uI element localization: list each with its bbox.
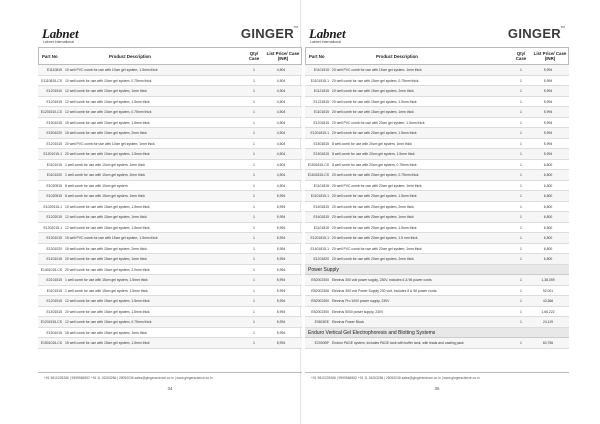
part-number: E1401815-1 [310,246,329,251]
quantity: 1 [253,131,255,135]
list-price: 5,994 [276,236,286,240]
labnet-tagline: Labnet International [310,40,341,44]
table-row [38,97,302,108]
list-price: 6,800 [543,246,553,251]
list-price: 4,504 [276,89,286,93]
section-header [305,265,569,276]
list-price: 4,504 [276,162,286,167]
quantity: 1 [253,183,255,188]
part-number: E1401515 [46,309,62,314]
list-price: 6,800 [543,257,553,261]
quantity: 1 [520,120,522,125]
quantity: 1 [253,299,255,303]
product-description: 20 well comb for use with 20cm gel system, 1.5mm thick [332,131,417,135]
table-row [305,254,569,265]
table-row [38,191,302,202]
quantity: 1 [253,309,255,314]
table-row [305,97,569,108]
table-row [305,128,569,139]
quantity: 1 [253,194,255,198]
product-description: 20 well comb for use with 20cm gel system, 0.75mm thick [332,173,419,177]
left-table-body [38,65,302,349]
part-number: E1501020 [46,131,62,135]
list-price: 5,994 [543,152,553,156]
product-description: 12 well comb for use with 15cm gel system, 0.75mm thick [65,320,152,324]
quantity: 1 [253,246,255,251]
product-description: 20 well comb for use with 15cm gel system, 1mm thick [65,257,147,261]
list-price: 1,38,059 [541,278,555,282]
page-footer [38,372,302,381]
part-number: E1110815-CS [41,78,62,83]
table-row [38,254,302,265]
list-price: 5,994 [276,204,286,209]
list-price: 5,994 [276,225,286,230]
quantity: 1 [253,68,255,72]
table-row [38,149,302,160]
list-price: 43,366 [542,299,554,303]
product-description: 20 well comb for use with 20cm gel system, 1.5mm thick [332,194,417,198]
quantity: 1 [520,173,522,177]
product-description: 10 well comb for use with 10cm gel system, 0.75mm thick [65,78,152,83]
table-row [305,317,569,328]
quantity: 1 [253,89,255,93]
list-price: 4,504 [276,183,286,188]
part-number: E1201515-CS [40,320,62,324]
part-number: E2000BP [314,341,329,345]
list-price: 6,800 [543,204,553,209]
product-description: 15 well comb for use with 10cm gel system, 2mm thick [65,131,147,135]
table-row [38,202,302,213]
product-description: 8 well comb for use with 20cm gel system, 0.75mm thick [332,162,417,167]
part-number: E2101515 [46,278,62,282]
part-number: E1401015 [46,257,62,261]
list-price: 6,800 [543,236,553,240]
list-price: 5,994 [276,288,286,293]
table-row [305,244,569,255]
right-table-body [305,65,569,349]
list-price: 4,504 [276,99,286,104]
part-number: E1201815 [313,120,329,125]
list-price: 60,756 [542,341,554,345]
product-description: 1 well comb for use with 15cm gel system, 1.5mm thick [65,288,148,293]
list-price: 24,119 [542,320,554,324]
part-number: E1121815 [313,89,329,93]
page-footer [305,372,569,381]
quantity: 1 [253,110,255,114]
part-number: E0824EE [314,320,329,324]
product-description: 20 well comb for use with 15cm gel system, 1mm thick [332,110,414,114]
ginger-logo: GINGER [240,26,294,41]
product-description: 20 well comb for use with 20cm gel system, 2mm thick [332,257,414,261]
ginger-logo: GINGER [507,26,561,41]
quantity: 1 [520,215,522,219]
part-number: E1501815-CS [307,162,329,167]
page-header [305,18,569,44]
table-row [38,212,302,223]
list-price: 5,994 [276,257,286,261]
product-description: 12 well comb for use with 15cm gel system, 1.5mm thick [65,299,150,303]
quantity: 1 [520,194,522,198]
quantity: 1 [253,78,255,83]
product-description: 15 well comb for use with 10cm gel system, 1.5mm thick [65,120,150,125]
product-description: Electrus 300 volt power supply, 230V, includes 6 & 96 power cords [332,278,432,282]
col-qty: Qty/ Case [515,51,527,61]
quantity: 1 [253,99,255,104]
contact-line: +91 9810228286 | 9599566552 +91 11 26263286 | 28052036 sales@gingerscience.co.in | www.gingerscience.co.in [311,376,480,380]
part-number: E1201015 [46,141,62,146]
col-price: List Price/ Case (INR) [266,51,300,61]
table-row [38,160,302,171]
section-title: Power Supply [308,267,339,273]
table-row [305,107,569,118]
part-number: E1501015 [46,330,62,335]
part-number: E1020515 [46,194,62,198]
part-number: E1501015-CS [40,341,62,345]
list-price: 4,504 [276,152,286,156]
table-row [38,223,302,234]
labnet-logo: Labnet [309,26,346,41]
table-row [305,202,569,213]
product-description: 20 well PVC comb for use with 20cm gel system, 1mm thick [332,183,422,188]
list-price: 5,994 [543,110,553,114]
part-number: E1301015 [46,236,62,240]
table-row [38,128,302,139]
list-price: 6,800 [543,194,553,198]
quantity: 1 [520,89,522,93]
table-row [38,76,302,87]
product-description: 20 well comb for use with 20cm gel system, 1.5mm thick [332,225,417,230]
quantity: 1 [253,225,255,230]
quantity: 1 [253,236,255,240]
table-row [305,233,569,244]
table-row [38,233,302,244]
quantity: 1 [520,278,522,282]
product-description: 20 well comb for use with 15cm gel system, 1.5mm thick [65,309,150,314]
part-number: E1101815-1 [310,194,329,198]
quantity: 1 [253,152,255,156]
product-description: 12 well comb for use with 15cm gel system, 1.5mm thick [65,225,150,230]
table-row [305,338,569,349]
quantity: 1 [520,152,522,156]
list-price: 6,800 [543,173,553,177]
list-price: 5,994 [276,278,286,282]
table-row [305,118,569,129]
quantity: 1 [253,320,255,324]
quantity: 1 [253,278,255,282]
quantity: 1 [253,173,255,177]
product-description: 20 well comb for use with 15cm gel system, 2mm thick [332,89,414,93]
contact-line: +91 9810228286 | 9599566552 +91 11 26263286 | 28052036 sales@gingerscience.co.in | www.gingerscience.co.in [44,376,213,380]
list-price: 5,994 [276,194,286,198]
product-description: 12 well comb for use with 10cm gel system, 1mm thick [65,89,147,93]
list-price: 5,994 [276,267,286,272]
quantity: 1 [253,204,255,209]
table-row [305,223,569,234]
quantity: 1 [253,288,255,293]
col-qty: Qty/ Case [248,51,260,61]
product-description: 8 well comb for use with 15cm gel system, 1mm thick [65,194,145,198]
part-number: EB2002300 [311,309,329,314]
table-row [305,212,569,223]
part-number: E1601815 [313,215,329,219]
list-price: 5,994 [543,78,553,83]
list-price: 6,800 [543,162,553,167]
col-part-no: Part No [42,54,58,59]
table-header [305,47,569,65]
part-number: E1201510-CS [40,110,62,114]
product-description: Electrus Power Block [332,320,365,324]
product-description: 20 well PVC comb for use with 10cm gel system, 1mm thick [65,141,155,146]
col-part-no: Part No [309,54,325,59]
quantity: 1 [253,341,255,345]
left-page [38,18,302,390]
trademark-mark: TM [293,25,298,29]
quantity: 1 [520,309,522,314]
part-number: E1202015-1 [43,225,62,230]
col-description: Product Description [376,54,418,59]
quantity: 1 [520,204,522,209]
table-row [305,160,569,171]
product-description: Electrus 5000 power supply, 230V [332,309,384,314]
table-row [38,317,302,328]
table-row [38,286,302,297]
part-number: EB2002300 [311,278,329,282]
part-number: E1501815 [313,141,329,146]
quantity: 1 [253,330,255,335]
col-description: Product Description [109,54,151,59]
list-price: 6,800 [543,215,553,219]
product-description: 20 well PVC comb for use with 20cm gel system, 1mm thick [332,246,422,251]
product-description: 15 well comb for use with 15cm gel system, 1mm thick [65,330,147,335]
product-description: 20 well comb for use with 20cm gel system, 1mm thick [332,215,414,219]
part-number: E1101815 [313,183,329,188]
labnet-tagline: Labnet International [43,40,74,44]
table-row [38,307,302,318]
part-number: E1501015 [46,120,62,125]
product-description: 10 well comb for use with 15cm gel system, 1.5mm thick [65,204,150,209]
part-number: E1110815 [47,68,62,72]
quantity: 1 [520,225,522,230]
part-number: E1501815 [313,152,329,156]
product-description: 8 well comb for use with 20cm gel system, 1.5mm thick [332,152,415,156]
list-price: 1,66,222 [541,309,555,314]
table-row [305,149,569,160]
table-row [38,86,302,97]
part-number: E1101020 [46,173,62,177]
part-number: E1101015 [46,162,62,167]
table-row [305,181,569,192]
part-number: E1202015 [46,215,62,219]
quantity: 1 [520,341,522,345]
table-row [305,191,569,202]
list-price: 5,994 [543,89,553,93]
part-number: E1201510 [46,89,62,93]
part-number: E1201815-1 [310,131,329,135]
list-price: 5,994 [543,131,553,135]
list-price: 5,994 [276,330,286,335]
table-row [305,76,569,87]
list-price: 4,504 [276,141,286,146]
col-price: List Price/ Case (INR) [533,51,567,61]
product-description: 12 well comb for use with 15cm gel system, 1mm thick [65,215,147,219]
table-row [305,275,569,286]
list-price: 4,504 [276,68,286,72]
table-row [38,170,302,181]
product-description: Electrus 300 volt Power Supply 230 volt, Includes 8 & 96 power cords [332,288,437,293]
quantity: 1 [253,141,255,146]
table-row [38,65,302,76]
page-header [38,18,302,44]
part-number: E1201515 [46,299,62,303]
labnet-logo: Labnet [42,26,79,41]
table-row [305,86,569,97]
product-description: 12 well comb for use with 10cm gel system, 0.75mm thick [65,110,152,114]
quantity: 1 [520,141,522,146]
table-row [305,296,569,307]
table-row [38,118,302,129]
page-number: 34 [167,386,173,391]
product-description: Electrus Pro 1000 power supply, 230V [332,299,390,303]
quantity: 1 [520,68,522,72]
list-price: 5,994 [276,309,286,314]
list-price: 5,994 [543,68,553,72]
part-number: E1201015-1 [43,152,62,156]
section-header [305,328,569,339]
product-description: Enduro PAGE system, includes PAGE tank with buffer tank, with leads and casting pack [332,341,464,345]
quantity: 1 [520,288,522,293]
part-number: E1201820 [313,257,329,261]
page-number: 35 [434,386,440,391]
part-number: EB2002300 [311,299,329,303]
quantity: 1 [253,162,255,167]
part-number: EB2002308 [311,288,329,293]
product-description: 15 well comb for use with 15cm gel system, 1.5mm thick [65,341,150,345]
product-description: 8 well comb for use with 20cm gel system, 1mm thick [332,141,412,146]
trademark-mark: TM [560,25,565,29]
quantity: 1 [520,110,522,114]
table-row [38,244,302,255]
list-price: 5,994 [543,120,553,125]
part-number: E1221815 [313,99,329,104]
table-header [38,47,302,65]
list-price: 4,504 [276,78,286,83]
table-row [38,296,302,307]
list-price: 6,800 [543,225,553,230]
product-description: 20 well PVC comb for use with 20cm gel system, 1.5mm thick [332,120,425,125]
part-number: E1201815-1 [310,236,329,240]
part-number: E1301020 [46,246,62,251]
product-description: 20 well comb for use with 15cm gel system, 0.75mm thick [332,78,419,83]
list-price: 4,504 [276,110,286,114]
product-description: 20 well comb for use with 20cm gel system, 2mm thick [332,204,414,209]
table-row [38,338,302,349]
part-number: E1401015-CS [40,267,62,272]
right-page [305,18,569,390]
quantity: 1 [520,257,522,261]
table-row [305,286,569,297]
table-row [305,307,569,318]
table-row [305,139,569,150]
table-row [38,265,302,276]
part-number: E1601815-CS [307,173,329,177]
quantity: 1 [520,99,522,104]
quantity: 1 [253,120,255,125]
quantity: 1 [253,267,255,272]
part-number: E1101515 [46,288,62,293]
part-number: E1101515 [313,68,329,72]
product-description: 20 well PVC comb for use with 15cm gel system, 1mm thick [332,68,422,72]
list-price: 5,994 [543,99,553,104]
list-price: 6,800 [543,183,553,188]
list-price: 5,994 [276,320,286,324]
part-number: E1020515-1 [43,204,62,209]
part-number: E1101515-1 [310,78,329,83]
part-number: E1601815 [313,204,329,209]
part-number: E1101815 [313,225,329,230]
product-description: 20 well comb for use with 20cm gel system, 1.5 mm thick [332,236,418,240]
part-number: E1201515 [46,99,62,104]
quantity: 1 [253,215,255,219]
part-number: E1020515 [46,183,62,188]
product-description: 20 well comb for use with 10cm gel system, 1.5mm thick [65,152,150,156]
list-price: 5,994 [276,215,286,219]
list-price: 4,504 [276,131,286,135]
product-description: 1 well comb for use with 10cm gel system, 2mm thick [65,173,145,177]
product-description: 12 well comb for use with 10cm gel system, 1.5mm thick [65,99,150,104]
section-title: Enduro Vertical Gel Electrophoresis and Blotting Systems [308,330,436,336]
list-price: 4,504 [276,120,286,125]
table-row [38,181,302,192]
table-row [38,107,302,118]
quantity: 1 [520,162,522,167]
table-row [305,65,569,76]
quantity: 1 [520,236,522,240]
table-row [305,170,569,181]
list-price: 5,994 [276,341,286,345]
quantity: 1 [520,299,522,303]
list-price: 5,994 [276,299,286,303]
product-description: 8 well comb for use with 10cm gel system [65,183,128,188]
list-price: 4,504 [276,173,286,177]
product-description: 10 well PVC comb for use with 10cm gel system, 1.5mm thick [65,68,158,72]
list-price: 92,001 [542,288,554,293]
product-description: 15 well comb for use with 15cm gel system, 2mm thick [65,246,147,251]
quantity: 1 [253,257,255,261]
table-row [38,328,302,339]
product-description: 15 well PVC comb for use with 15cm gel system, 1.5mm thick [65,236,158,240]
product-description: 1 well comb for use with 15cm gel system, 1.5mm thick [65,278,148,282]
list-price: 5,994 [543,141,553,146]
list-price: 5,994 [276,246,286,251]
product-description: 20 well comb for use with 15cm gel system, 1.5mm thick [332,99,417,104]
quantity: 1 [520,131,522,135]
quantity: 1 [520,320,522,324]
quantity: 1 [520,183,522,188]
part-number: E1101815 [313,110,329,114]
product-description: 20 well comb for use with 15cm gel system, 2.0mm thick [65,267,150,272]
table-row [38,275,302,286]
quantity: 1 [520,246,522,251]
quantity: 1 [520,78,522,83]
table-row [38,139,302,150]
product-description: 1 well comb for use with 10cm gel system, 1mm thick [65,162,145,167]
